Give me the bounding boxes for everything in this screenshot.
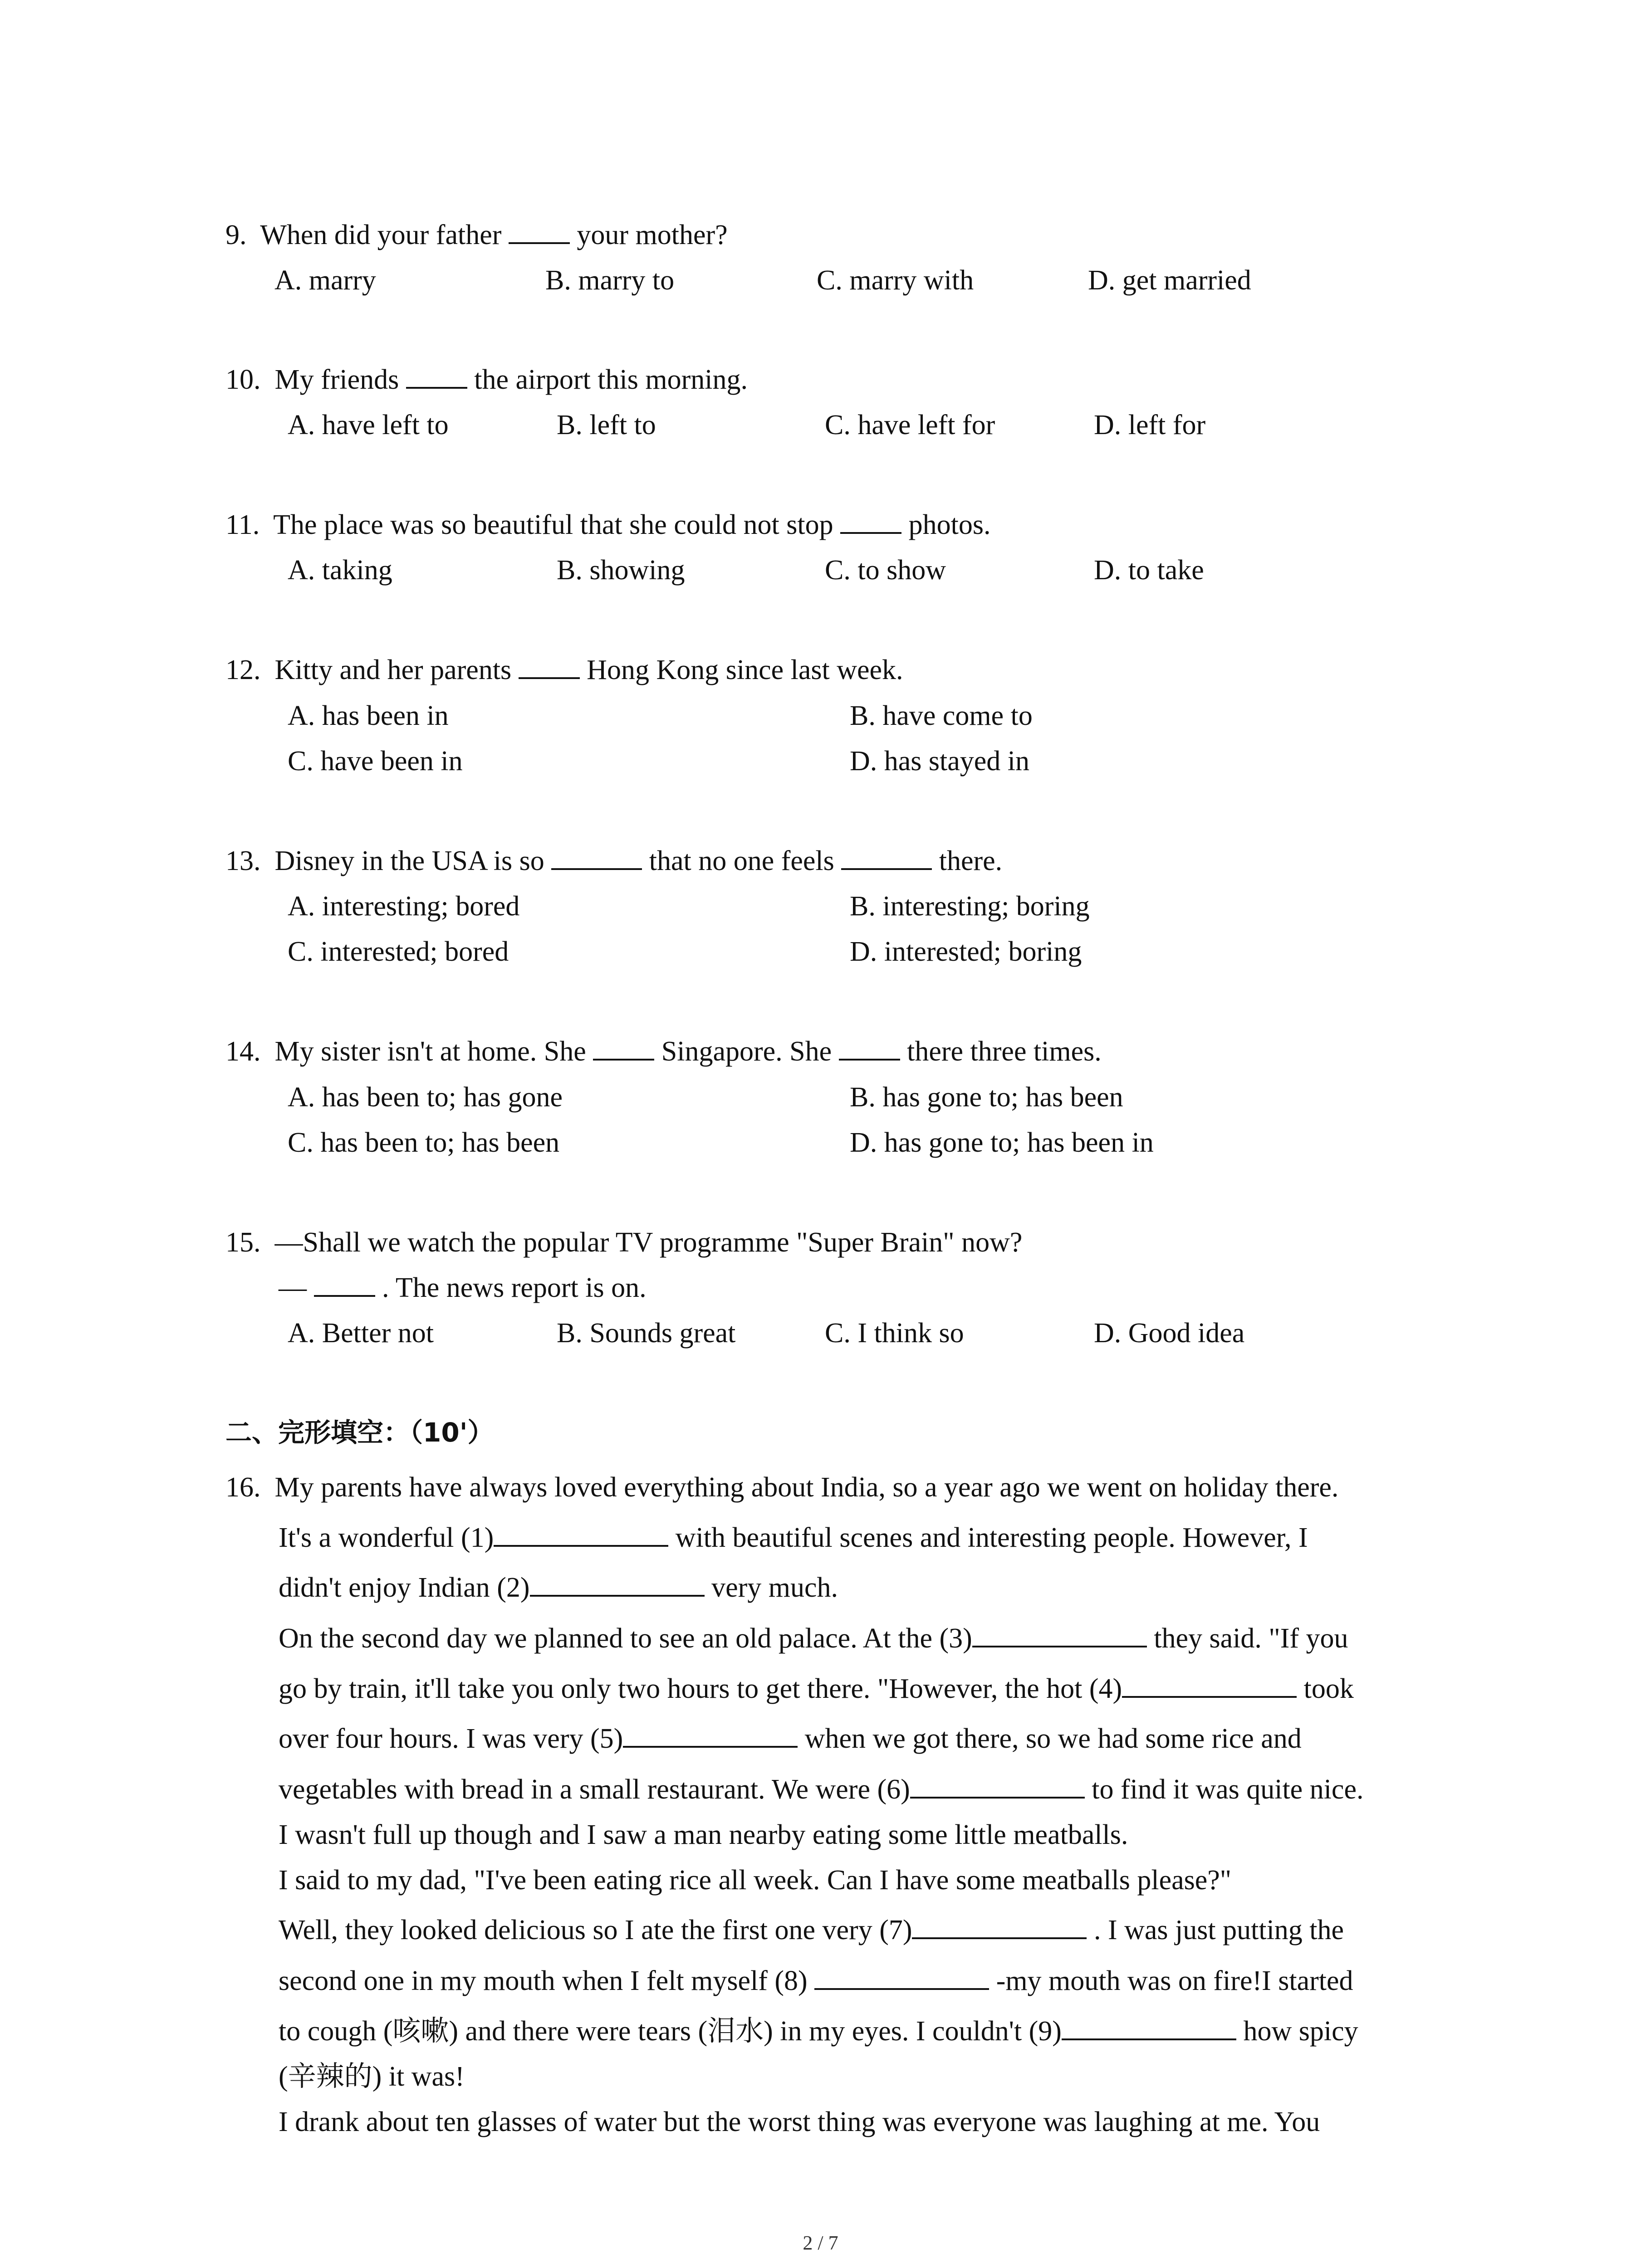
passage-text: over four hours. I was very (5) [279, 1723, 623, 1754]
answer-blank [406, 362, 467, 389]
passage-text: didn't enjoy Indian (2) [279, 1572, 530, 1603]
passage-line-13 [279, 2058, 465, 2095]
section-heading-cloze: 二、完形填空：（10'） [225, 1417, 494, 1448]
passage-text: they said. "If you [1146, 1623, 1348, 1654]
question-number: 13. [225, 846, 261, 876]
option-a: A. has been in [288, 700, 449, 731]
question-text: —Shall we watch the popular TV programme "Super Brain" now? [274, 1227, 1023, 1258]
page-number: 2 / 7 [803, 2232, 838, 2254]
option-c: C. have been in [288, 746, 463, 777]
passage-line-3 [279, 1569, 838, 1606]
option-c: C. to show [825, 555, 946, 586]
passage-text: go by train, it'll take you only two hours to get there. "However, the hot (4) [279, 1673, 1122, 1704]
question-text: . The news report is on. [375, 1272, 647, 1303]
option-b: B. showing [557, 555, 685, 586]
answer-blank [519, 652, 580, 679]
passage-line-4 [279, 1620, 1348, 1657]
cloze-blank [972, 1620, 1147, 1647]
passage-text: On the second day we planned to see an old palace. At the (3) [279, 1623, 972, 1654]
option-a: A. has been to; has gone [288, 1082, 563, 1113]
passage-text: I wasn't full up though and I saw a man nearby eating some little meatballs. [279, 1819, 1128, 1850]
question-13-stem [225, 843, 1002, 879]
answer-blank [593, 1033, 654, 1061]
option-d: D. to take [1094, 555, 1204, 586]
option-c: C. has been to; has been [288, 1127, 560, 1158]
question-text: My friends [274, 364, 406, 395]
option-b: B. left to [557, 410, 656, 440]
question-number: 15. [225, 1227, 261, 1258]
option-b: B. Sounds great [557, 1318, 736, 1349]
passage-text: to cough (咳嗽) and there were tears (泪水) in my eyes. I couldn't (9) [279, 2016, 1062, 2047]
question-15-stem [225, 1224, 1022, 1261]
passage-text: when we got there, so we had some rice and [798, 1723, 1302, 1754]
question-11-stem [225, 507, 990, 543]
answer-blank [551, 843, 642, 870]
question-text: that no one feels [642, 846, 842, 876]
question-text: Disney in the USA is so [274, 846, 552, 876]
passage-line-8 [279, 1817, 1128, 1853]
passage-line-9 [279, 1862, 1231, 1898]
passage-text: I said to my dad, "I've been eating rice all week. Can I have some meatballs please?" [279, 1865, 1232, 1896]
question-text: there. [932, 846, 1003, 876]
passage-text: to find it was quite nice. [1084, 1774, 1364, 1805]
passage-text: Well, they looked delicious so I ate the first one very (7) [279, 1915, 912, 1945]
question-text: Singapore. She [654, 1036, 839, 1067]
passage-text: vegetables with bread in a small restaurant. We were (6) [279, 1774, 910, 1805]
passage-text: took [1297, 1673, 1354, 1704]
cloze-blank [912, 1912, 1087, 1939]
question-text: photos. [901, 509, 991, 540]
question-text: there three times. [900, 1036, 1102, 1067]
question-text: When did your father [260, 220, 509, 250]
option-d: D. left for [1094, 410, 1206, 440]
cloze-blank [910, 1771, 1085, 1799]
question-15-response [279, 1270, 647, 1306]
passage-line-1 [225, 1469, 1338, 1505]
question-text: the airport this morning. [467, 364, 748, 395]
question-number: 9. [225, 220, 247, 250]
answer-blank [314, 1270, 375, 1297]
passage-line-6 [279, 1721, 1302, 1757]
question-text: your mother? [569, 220, 728, 250]
question-number: 12. [225, 655, 261, 685]
passage-line-10 [279, 1912, 1344, 1948]
question-text: — [279, 1272, 314, 1303]
passage-text: how spicy [1236, 2016, 1358, 2047]
passage-text: My parents have always loved everything about India, so a year ago we went on holiday there. [274, 1472, 1339, 1503]
cloze-blank [530, 1569, 705, 1597]
option-d: D. Good idea [1094, 1318, 1245, 1349]
cloze-blank [623, 1721, 798, 1748]
option-d: D. has gone to; has been in [850, 1127, 1154, 1158]
passage-line-12 [279, 2013, 1358, 2049]
passage-text: very much. [704, 1572, 838, 1603]
option-d: D. interested; boring [850, 936, 1082, 967]
option-a: A. have left to [288, 410, 449, 440]
question-text: My sister isn't at home. She [274, 1036, 593, 1067]
passage-text: . I was just putting the [1087, 1915, 1344, 1945]
passage-line-14 [279, 2104, 1320, 2140]
question-text: Hong Kong since last week. [579, 655, 903, 685]
passage-text: It's a wonderful (1) [279, 1522, 494, 1553]
option-c: C. have left for [825, 410, 995, 440]
option-c: C. interested; bored [288, 936, 509, 967]
question-number: 14. [225, 1036, 261, 1067]
cloze-blank [494, 1520, 668, 1547]
cloze-blank [814, 1963, 989, 1990]
passage-text: -my mouth was on fire!I started [989, 1965, 1353, 1996]
question-number: 10. [225, 364, 261, 395]
option-b: B. interesting; boring [850, 891, 1090, 922]
answer-blank [509, 217, 570, 244]
cloze-blank [1122, 1671, 1297, 1698]
question-9-stem [225, 217, 728, 253]
question-number: 16. [225, 1472, 261, 1503]
passage-text: with beautiful scenes and interesting people. However, I [668, 1522, 1308, 1553]
passage-line-2 [279, 1520, 1308, 1556]
option-a: A. Better not [288, 1318, 434, 1349]
option-c: C. marry with [817, 265, 974, 296]
option-d: D. has stayed in [850, 746, 1030, 777]
answer-blank [839, 1033, 900, 1061]
option-c: C. I think so [825, 1318, 964, 1349]
question-number: 11. [225, 509, 260, 540]
question-text: The place was so beautiful that she could not stop [273, 509, 841, 540]
passage-line-11 [279, 1963, 1353, 1999]
passage-text: second one in my mouth when I felt myself (8) [279, 1965, 815, 1996]
option-b: B. marry to [545, 265, 675, 296]
passage-line-7 [279, 1771, 1363, 1808]
option-b: B. have come to [850, 700, 1033, 731]
question-10-stem [225, 362, 748, 398]
option-b: B. has gone to; has been [850, 1082, 1123, 1113]
question-14-stem [225, 1033, 1102, 1070]
answer-blank [840, 507, 901, 534]
option-d: D. get married [1088, 265, 1251, 296]
passage-line-5 [279, 1671, 1354, 1707]
option-a: A. marry [274, 265, 376, 296]
passage-text: (辛辣的) it was! [279, 2061, 465, 2092]
question-12-stem [225, 652, 903, 688]
question-text: Kitty and her parents [274, 655, 519, 685]
answer-blank [841, 843, 932, 870]
cloze-blank [1062, 2013, 1236, 2040]
option-a: A. interesting; bored [288, 891, 520, 922]
passage-text: I drank about ten glasses of water but the worst thing was everyone was laughing at me. You [279, 2107, 1320, 2137]
option-a: A. taking [288, 555, 392, 586]
